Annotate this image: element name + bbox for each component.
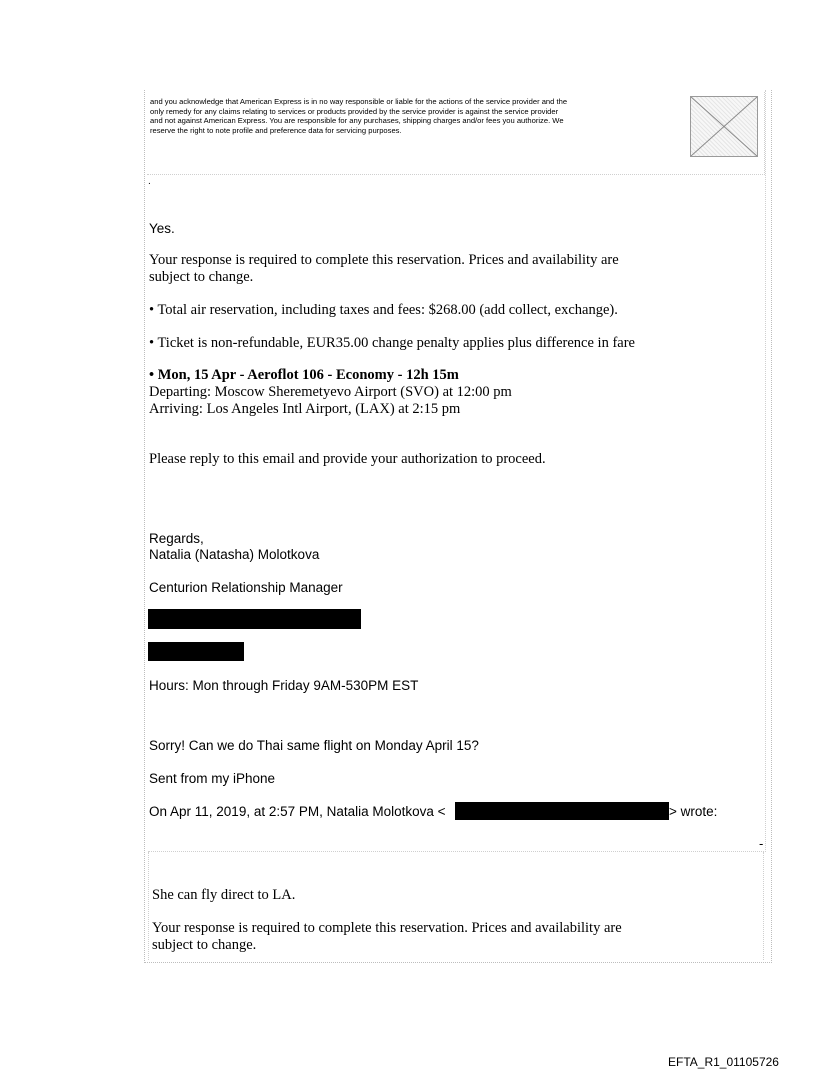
flight-departing: Departing: Moscow Sheremetyevo Airport (SVO) at 12:00 pm [149, 384, 512, 400]
quoted-notice-line2: subject to change. [152, 937, 257, 953]
flight-heading: • Mon, 15 Apr - Aeroflot 106 - Economy - 12h 15m [149, 367, 459, 383]
quoted-message: She can fly direct to LA. [152, 887, 296, 903]
dash-mark: - [759, 836, 764, 851]
document-id: EFTA_R1_01105726 [668, 1055, 779, 1069]
missing-image-placeholder-icon [690, 96, 758, 157]
legal-line: only remedy for any claims relating to services or products provided by the service provider is against the service provider [150, 106, 559, 116]
required-notice-line2: subject to change. [149, 269, 254, 285]
email-frame [144, 90, 772, 963]
redaction-bar [148, 642, 244, 661]
signature-name: Natalia (Natasha) Molotkova [149, 547, 320, 562]
reply-yes: Yes. [149, 221, 175, 236]
signature-hours: Hours: Mon through Friday 9AM-530PM EST [149, 678, 419, 693]
signature-title: Centurion Relationship Manager [149, 580, 343, 595]
authorization-request: Please reply to this email and provide your authorization to proceed. [149, 451, 546, 467]
sent-from: Sent from my iPhone [149, 771, 276, 786]
quote-header-suffix: > wrote: [669, 804, 718, 819]
separator-dot: . [148, 176, 151, 187]
bullet-ticket-terms: • Ticket is non-refundable, EUR35.00 change penalty applies plus difference in fare [149, 335, 635, 351]
frame-divider [765, 90, 767, 852]
reply-message: Sorry! Can we do Thai same flight on Monday April 15? [149, 738, 479, 753]
signature-regards: Regards, [149, 531, 204, 546]
redaction-bar [148, 609, 361, 629]
flight-arriving: Arriving: Los Angeles Intl Airport, (LAX) at 2:15 pm [149, 401, 461, 417]
legal-line: reserve the right to note profile and preference data for servicing purposes. [150, 125, 402, 135]
redaction-bar [455, 802, 669, 820]
legal-line: and not against American Express. You are responsible for any purchases, shipping charges and/or fees you authorize. We [150, 116, 564, 126]
quoted-notice-line1: Your response is required to complete this reservation. Prices and availability are [152, 920, 622, 936]
required-notice-line1: Your response is required to complete this reservation. Prices and availability are [149, 252, 619, 268]
legal-notice [150, 97, 690, 135]
quote-header-prefix: On Apr 11, 2019, at 2:57 PM, Natalia Molotkova < [149, 804, 446, 819]
bullet-total-fare: • Total air reservation, including taxes and fees: $268.00 (add collect, exchange). [149, 302, 618, 318]
legal-line: and you acknowledge that American Express is in no way responsible or liable for the actions of the service provider and the [150, 97, 568, 106]
